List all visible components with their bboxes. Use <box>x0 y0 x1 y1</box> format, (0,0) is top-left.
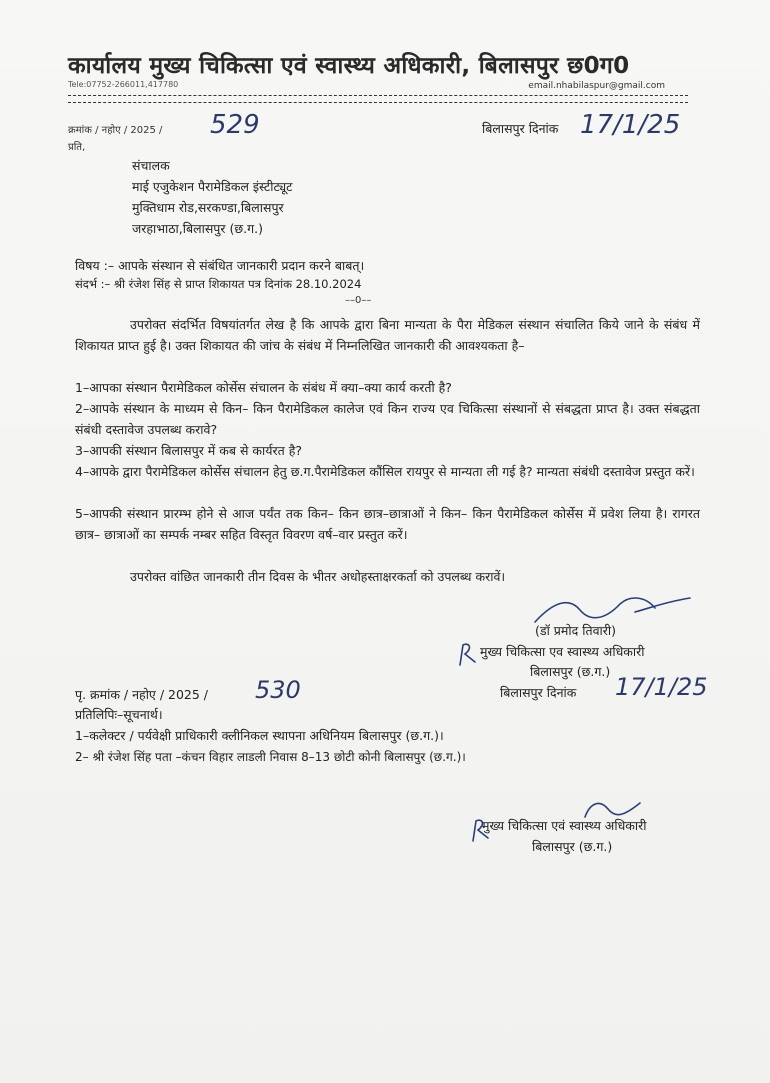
point-1: 1–आपका संस्थान पैरामेडिकल कोर्सेस संचालन के संबंध में क्या–क्या कार्य करती है? <box>75 380 452 395</box>
closing-paragraph: उपरोक्त वांछित जानकारी तीन दिवस के भीतर अधोहस्ताक्षरकर्ता को उपलब्ध करावें। <box>130 569 506 584</box>
copy-label: प्रतिलिपिः–सूचनार्थ। <box>75 707 163 722</box>
intro-paragraph: उपरोक्त संदर्भित विषयांतर्गत लेख है कि आपके द्वारा बिना मान्यता के पैरा मेडिकल संस्थान संचालित किये जाने के संबंध में शिकायत प्राप्त हुई है। उक्त शिकायत की जांच के संबंध में निम्नलिखित जानकारी की आवश्यकता है– <box>75 317 700 353</box>
copy-date-handwritten: 17/1/25 <box>615 673 708 701</box>
header-divider-2 <box>68 102 688 103</box>
copy-signatory-title: मुख्य चिकित्सा एवं स्वास्थ्य अधिकारी <box>482 818 647 833</box>
signatory-title: मुख्य चिकित्सा एव स्वास्थ्य अधिकारी <box>480 644 645 659</box>
recipient-line-4: जरहाभाठा,बिलासपुर (छ.ग.) <box>132 221 263 236</box>
office-title: कार्यालय मुख्य चिकित्सा एवं स्वास्थ्य अधिकारी, बिलासपुर छ0ग0 <box>68 53 630 79</box>
recipient-line-2: माई एजुकेशन पैरामेडिकल इंस्टीट्यूट <box>132 179 293 194</box>
point-3: 3–आपकी संस्थान बिलासपुर में कब से कार्यरत है? <box>75 443 302 458</box>
ref-number-handwritten: 529 <box>210 110 260 140</box>
telephone: Tele:07752-266011,417780 <box>68 80 179 89</box>
copy-ref-prefix: पृ. क्रमांक / नहोए / 2025 / <box>75 687 208 702</box>
date-handwritten: 17/1/25 <box>580 110 681 140</box>
subject-line: विषय :– आपके संस्थान से संबंधित जानकारी प्रदान करने बाबत्। <box>75 258 365 273</box>
copy-item-2: 2– श्री रंजेश सिंह पता –कंचन विहार लाडली निवास 8–13 छोटी कोनी बिलासपुर (छ.ग.)। <box>75 750 466 764</box>
ref-prefix: क्रमांक / नहोए / 2025 / <box>68 125 163 136</box>
initial-mark-1 <box>455 640 480 670</box>
recipient-line-3: मुक्तिधाम रोड,सरकण्डा,बिलासपुर <box>132 200 284 215</box>
copy-ref-number-handwritten: 530 <box>255 676 301 704</box>
point-2: 2–आपके संस्थान के माध्यम से किन– किन पैरामेडिकल कालेज एवं किन राज्य एव चिकित्सा संस्थानों से संबद्धता प्राप्त है। उक्त संबद्धता संबंधी दस्तावेज उपलब्ध करावे? <box>75 401 700 437</box>
copy-signatory-place: बिलासपुर (छ.ग.) <box>532 839 613 854</box>
signatory-name: (डॉ प्रमोद तिवारी) <box>535 623 616 638</box>
copy-item-1: 1–कलेक्टर / पर्यवेक्षी प्राधिकारी क्लीनिकल स्थापना अधिनियम बिलासपुर (छ.ग.)। <box>75 728 444 743</box>
header-divider <box>68 95 688 96</box>
reference-line: संदर्भ :– श्री रंजेश सिंह से प्राप्त शिकायत पत्र दिनांक 28.10.2024 <box>75 277 362 291</box>
copy-city-date-label: बिलासपुर दिनांक <box>500 685 577 700</box>
email: email.nhabilaspur@gmail.com <box>528 81 665 91</box>
city-date-label: बिलासपुर दिनांक <box>482 121 559 136</box>
prati-label: प्रति, <box>68 142 86 153</box>
recipient-line-1: संचालक <box>132 158 170 173</box>
signatory-place: बिलासपुर (छ.ग.) <box>530 664 611 679</box>
point-5: 5–आपकी संस्थान प्रारम्भ होने से आज पर्यंत तक किन– किन छात्र–छात्राओं ने किन– किन पैरामेडिकल कोर्सेस में प्रवेश लिया है। रागरत छात्र– छात्राओं का सम्पर्क नम्बर सहित विस्तृत विवरण वर्ष–वार प्रस्तुत करें। <box>75 506 700 542</box>
separator: ––0–– <box>345 295 372 306</box>
point-4: 4–आपके द्वारा पैरामेडिकल कोर्सेस संचालन हेतु छ.ग.पैरामेडिकल कौंसिल रायपुर से मान्यता ली गई है? मान्यता संबंधी दस्तावेज प्रस्तुत करें। <box>75 464 695 479</box>
